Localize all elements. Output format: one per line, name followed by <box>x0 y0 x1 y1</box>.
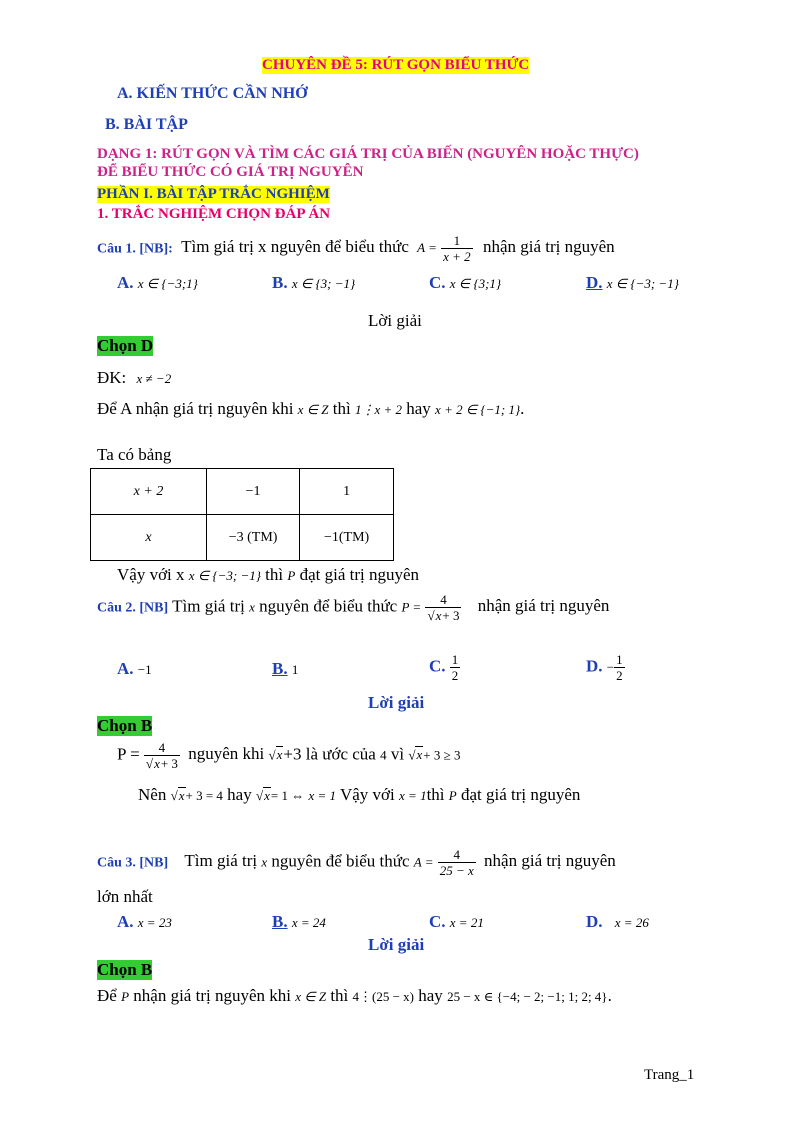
q1-answer-badge: Chọn D <box>97 336 154 355</box>
option-value: x ∈ {−3;1} <box>137 276 198 291</box>
expr-lhs: A = <box>417 240 437 256</box>
question-1 <box>97 233 615 264</box>
q1-option-c[interactable] <box>429 273 501 293</box>
math: x <box>261 854 268 870</box>
q3-option-b[interactable] <box>272 912 326 932</box>
q3-answer-badge: Chọn B <box>97 960 153 979</box>
denominator-tail: + 3 <box>160 756 178 771</box>
fraction <box>441 233 473 264</box>
math: 4⋮(25 − x) <box>352 989 415 1004</box>
dang1-heading-line1: DẠNG 1: RÚT GỌN VÀ TÌM CÁC GIÁ TRỊ CỦA BIẾN (NGUYÊN HOẶC THỰC) <box>97 146 639 162</box>
numerator: 4 <box>144 740 180 756</box>
q1-conclusion <box>117 565 419 585</box>
text: thì <box>426 785 445 804</box>
text: đạt giá trị nguyên <box>299 565 420 584</box>
denominator: 2 <box>451 668 459 683</box>
fraction <box>438 847 476 878</box>
section-b-heading: B. BÀI TẬP <box>105 116 188 133</box>
fraction <box>614 652 625 683</box>
numerator: 1 <box>451 652 459 667</box>
text: hay <box>227 785 252 804</box>
math: x ∈ Z <box>295 989 327 1004</box>
text: Để A nhận giá trị nguyên khi <box>97 399 294 418</box>
question-text: nguyên để biểu thức <box>259 596 398 616</box>
q3-option-a[interactable] <box>117 912 172 932</box>
page-title: CHUYÊN ĐỀ 5: RÚT GỌN BIỂU THỨC <box>262 57 530 73</box>
question-text: Tìm giá trị x nguyên để biểu thức <box>181 237 409 257</box>
sign: − <box>606 659 615 675</box>
question-label: Câu 2. [NB] <box>97 600 169 616</box>
math: 25 − x ∈ {−4; − 2; −1; 1; 2; 4} <box>447 989 608 1004</box>
table-cell: x <box>91 515 207 561</box>
page-number: Trang_1 <box>644 1067 695 1083</box>
denominator: √x+ 3 <box>145 756 178 771</box>
condition-label: ĐK: <box>97 368 127 387</box>
q2-line2: Nên √x+ 3 = 4 hay √x= 1 ⇔ x = 1 Vậy với x = 1thì P đạt giá trị nguyên <box>138 785 581 804</box>
text: thì <box>265 565 284 584</box>
radicand: x <box>264 788 270 803</box>
option-letter: D. <box>586 273 603 292</box>
text: thì <box>332 399 351 418</box>
math: + 3 = 4 <box>185 788 223 803</box>
option-value: −1 <box>137 662 152 677</box>
math: x <box>249 599 255 615</box>
text: +3 là ước của <box>283 744 376 764</box>
option-letter: C. <box>429 273 446 292</box>
q1-line1 <box>97 399 524 419</box>
question-label: Câu 1. [NB]: <box>97 241 173 257</box>
radicand: x <box>435 608 442 623</box>
fraction <box>425 592 461 623</box>
denominator-tail: + 3 <box>442 608 460 623</box>
part1-heading: PHẦN I. BÀI TẬP TRẮC NGHIỆM <box>97 186 330 202</box>
option-letter: B. <box>272 912 288 931</box>
numerator: 1 <box>616 652 623 667</box>
option-value: x ∈ {3;1} <box>449 276 502 291</box>
option-letter: A. <box>117 912 134 931</box>
dang1-heading-line2: ĐỂ BIỂU THỨC CÓ GIÁ TRỊ NGUYÊN <box>97 164 364 180</box>
option-value: 1 <box>291 662 299 677</box>
q2-option-d[interactable] <box>586 652 625 683</box>
q2-answer-badge: Chọn B <box>97 716 153 735</box>
option-letter: B. <box>272 659 288 678</box>
q1-option-d[interactable] <box>586 273 679 293</box>
denominator: 2 <box>616 668 623 683</box>
math: x ∈ {−3; −1} <box>188 568 261 583</box>
q1-table-intro: Ta có bảng <box>97 445 172 464</box>
option-letter: A. <box>117 659 134 678</box>
option-value: x ∈ {−3; −1} <box>606 276 679 291</box>
expr-lhs: A = <box>413 854 434 870</box>
math: + 3 ≥ 3 <box>423 747 461 763</box>
question-tail: nhận giá trị nguyên <box>484 851 616 871</box>
text: đạt giá trị nguyên <box>460 785 581 804</box>
question-text: Tìm giá trị <box>172 596 245 616</box>
numerator: 4 <box>438 847 476 863</box>
text: Vậy với x <box>117 565 185 584</box>
option-letter: C. <box>429 912 446 931</box>
denominator: √x+ 3 <box>427 608 460 623</box>
math: x ∈ Z <box>297 402 329 417</box>
q2-option-a[interactable] <box>117 659 152 679</box>
text: P = <box>117 744 140 764</box>
denominator: 25 − x <box>439 863 474 878</box>
numerator: 1 <box>441 233 473 249</box>
question-label: Câu 3. [NB] <box>97 855 169 871</box>
q3-solution-heading: Lời giải <box>368 935 425 954</box>
option-letter: D. <box>586 656 603 676</box>
question-2 <box>97 592 609 623</box>
radicand: x <box>178 788 185 803</box>
q3-option-c[interactable] <box>429 912 484 932</box>
option-value: x ∈ {3; −1} <box>291 276 356 291</box>
q1-solution-heading: Lời giải <box>368 311 422 330</box>
text: . <box>520 399 525 418</box>
option-letter: C. <box>429 656 446 676</box>
math: x = 1 <box>308 788 337 803</box>
math: 4 <box>380 747 387 763</box>
q3-option-d[interactable] <box>586 912 649 932</box>
text: nhận giá trị nguyên khi <box>133 986 291 1005</box>
text: Để <box>97 986 117 1005</box>
section-a-heading: A. KIẾN THỨC CẦN NHỚ <box>117 85 308 102</box>
denominator: x + 2 <box>443 249 471 264</box>
text: nguyên khi <box>188 744 265 764</box>
text: hay <box>406 399 431 418</box>
table-cell: x + 2 <box>91 469 207 515</box>
question-tail: nhận giá trị nguyên <box>482 237 615 257</box>
table-cell: −1(TM) <box>300 515 394 561</box>
numerator: 4 <box>425 592 461 608</box>
q1-option-a[interactable] <box>117 273 198 293</box>
text: Vậy với <box>339 785 395 804</box>
q1-value-table <box>90 468 394 561</box>
math: x = 1 <box>399 788 427 803</box>
subsection-heading: 1. TRẮC NGHIỆM CHỌN ĐÁP ÁN <box>97 206 331 222</box>
question-text: Tìm giá trị <box>184 851 258 871</box>
option-letter: A. <box>117 273 134 292</box>
q2-option-b[interactable] <box>272 659 298 679</box>
text: thì <box>330 986 349 1005</box>
math: P <box>121 989 130 1004</box>
table-cell: 1 <box>300 469 394 515</box>
text: Nên <box>138 785 167 804</box>
question-3-tail: lớn nhất <box>97 887 153 906</box>
option-value: x = 26 <box>614 915 649 930</box>
table-cell: −3 (TM) <box>207 515 300 561</box>
radicand: x <box>416 747 423 763</box>
q1-option-b[interactable] <box>272 273 355 293</box>
fraction <box>450 652 461 683</box>
option-letter: D. <box>586 912 603 931</box>
q1-condition <box>97 368 171 388</box>
option-value: x = 24 <box>291 915 326 930</box>
fraction <box>144 740 180 771</box>
q2-line1: P = $\frac{4}{√x+ 3}$ nguyên khi √x+3 là ước của 4 vì √x+ 3 ≥ 3 <box>117 740 461 771</box>
radicand: x <box>154 756 160 771</box>
question-tail: nhận giá trị nguyên <box>477 596 610 616</box>
math: P <box>287 568 296 583</box>
math: = 1 ⇔ <box>270 788 305 803</box>
table-cell: −1 <box>207 469 300 515</box>
math: 1⋮x + 2 <box>354 402 402 417</box>
math: P <box>448 788 457 803</box>
q3-line1 <box>97 986 612 1006</box>
q2-option-c[interactable] <box>429 652 460 683</box>
condition-value: x ≠ −2 <box>136 371 172 386</box>
question-3 <box>97 847 616 878</box>
q2-solution-heading: Lời giải <box>368 693 425 712</box>
option-value: x = 23 <box>137 915 172 930</box>
expr-lhs: P = <box>401 599 422 615</box>
math: x + 2 ∈ {−1; 1} <box>435 402 521 417</box>
option-letter: B. <box>272 273 288 292</box>
text: vì <box>390 744 405 764</box>
radicand: x <box>276 747 283 763</box>
option-value: x = 21 <box>449 915 484 930</box>
text: hay <box>418 986 443 1005</box>
question-text: nguyên để biểu thức <box>271 851 410 871</box>
text: . <box>607 986 612 1005</box>
